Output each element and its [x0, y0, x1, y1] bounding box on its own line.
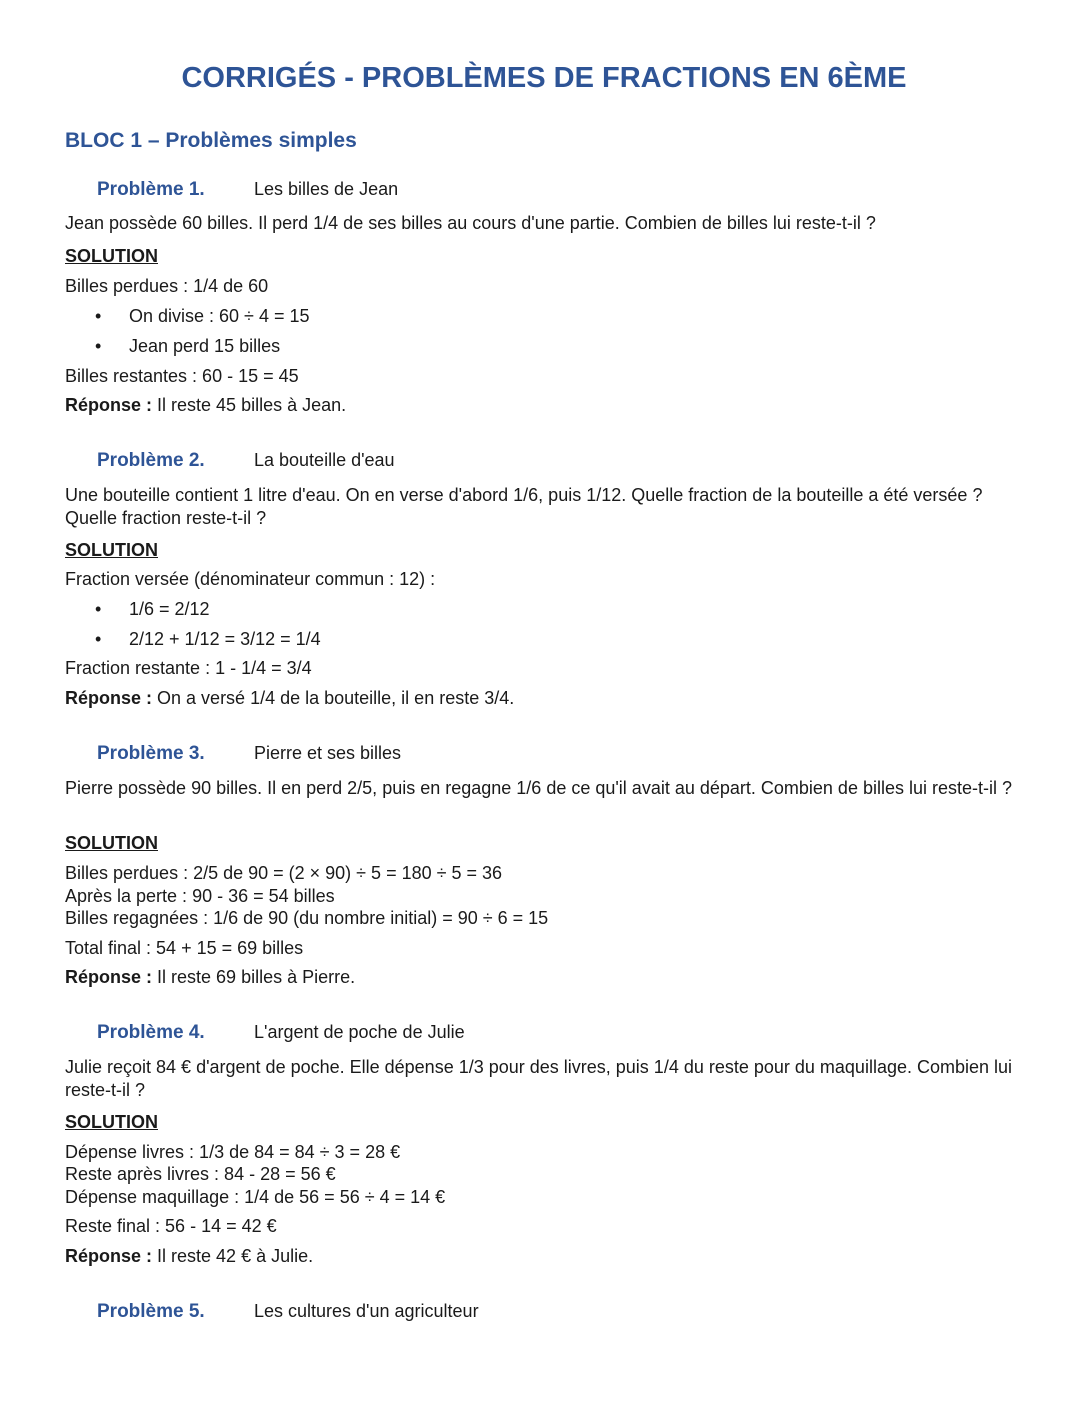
solution-line: Reste final : 56 - 14 = 42 € — [65, 1216, 277, 1236]
solution-label: SOLUTION — [65, 833, 158, 853]
problem-number: Problème 3. — [97, 743, 205, 764]
solution-label: SOLUTION — [65, 540, 158, 560]
solution-line: Reste après livres : 84 - 28 = 56 € — [65, 1164, 336, 1184]
solution-label: SOLUTION — [65, 246, 158, 266]
problem-statement: Une bouteille contient 1 litre d'eau. On en verse d'abord 1/6, puis 1/12. Quelle fraction de la bouteille a été versée ? Quelle fraction reste-t-il ? — [65, 485, 983, 528]
answer-text: Il reste 45 billes à Jean. — [157, 395, 347, 415]
problem-number: Problème 5. — [97, 1301, 205, 1322]
problem-name: L'argent de poche de Julie — [254, 1022, 465, 1042]
document-title: CORRIGÉS - PROBLÈMES DE FRACTIONS EN 6ÈME — [181, 62, 907, 94]
section-title: BLOC 1 – Problèmes simples — [65, 129, 357, 152]
problem-name: La bouteille d'eau — [254, 450, 395, 470]
problem-5-heading — [97, 1301, 479, 1323]
problem-name: Pierre et ses billes — [254, 743, 402, 763]
answer-text: Il reste 69 billes à Pierre. — [157, 967, 356, 987]
solution-line: Billes restantes : 60 - 15 = 45 — [65, 366, 299, 386]
problem-4-heading — [97, 1022, 465, 1044]
problem-name: Les cultures d'un agriculteur — [254, 1301, 479, 1321]
bullet-item: • 1/6 = 2/12 — [95, 599, 210, 619]
answer-label: Réponse : — [65, 395, 153, 415]
problem-number: Problème 2. — [97, 450, 205, 471]
answer-label: Réponse : — [65, 688, 153, 708]
solution-line: Dépense maquillage : 1/4 de 56 = 56 ÷ 4 = 14 € — [65, 1187, 446, 1207]
problem-name: Les billes de Jean — [254, 179, 399, 199]
solution-line: Après la perte : 90 - 36 = 54 billes — [65, 886, 335, 906]
problem-number: Problème 1. — [97, 179, 205, 200]
answer-label: Réponse : — [65, 1246, 153, 1266]
solution-label: SOLUTION — [65, 1112, 158, 1132]
problem-statement: Jean possède 60 billes. Il perd 1/4 de ses billes au cours d'une partie. Combien de billes lui reste-t-il ? — [65, 213, 876, 233]
problem-statement: Pierre possède 90 billes. Il en perd 2/5, puis en regagne 1/6 de ce qu'il avait au départ. Combien de billes lui reste-t-il ? — [65, 778, 1012, 798]
solution-line: Dépense livres : 1/3 de 84 = 84 ÷ 3 = 28 € — [65, 1142, 401, 1162]
solution-line: Billes perdues : 1/4 de 60 — [65, 276, 269, 296]
answer-line — [65, 394, 1025, 417]
answer-line — [65, 1245, 1025, 1268]
problem-statement: Julie reçoit 84 € d'argent de poche. Elle dépense 1/3 pour des livres, puis 1/4 du reste pour du maquillage. Combien lui reste-t-il ? — [65, 1057, 1013, 1100]
bullet-item: • Jean perd 15 billes — [95, 336, 281, 356]
solution-line: Billes regagnées : 1/6 de 90 (du nombre initial) = 90 ÷ 6 = 15 — [65, 908, 549, 928]
solution-line: Fraction versée (dénominateur commun : 12) : — [65, 569, 436, 589]
answer-text: On a versé 1/4 de la bouteille, il en reste 3/4. — [157, 688, 515, 708]
solution-line: Fraction restante : 1 - 1/4 = 3/4 — [65, 658, 312, 678]
answer-label: Réponse : — [65, 967, 153, 987]
bullet-item: • On divise : 60 ÷ 4 = 15 — [95, 306, 310, 326]
solution-line: Billes perdues : 2/5 de 90 = (2 × 90) ÷ 5 = 180 ÷ 5 = 36 — [65, 863, 503, 883]
problem-3-heading — [97, 743, 401, 765]
problem-2-heading — [97, 450, 395, 472]
answer-line — [65, 966, 1025, 989]
problem-1-heading — [97, 179, 398, 201]
problem-number: Problème 4. — [97, 1022, 205, 1043]
solution-line: Total final : 54 + 15 = 69 billes — [65, 938, 304, 958]
answer-line — [65, 687, 1025, 710]
bullet-item: • 2/12 + 1/12 = 3/12 = 1/4 — [95, 629, 321, 649]
answer-text: Il reste 42 € à Julie. — [157, 1246, 314, 1266]
